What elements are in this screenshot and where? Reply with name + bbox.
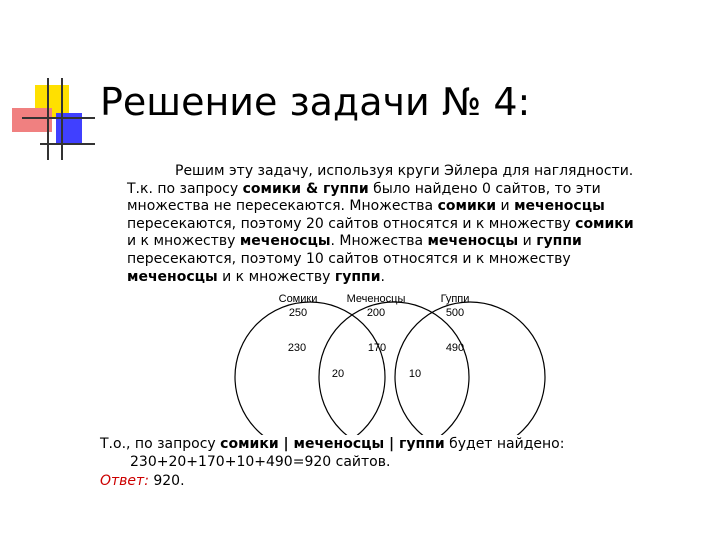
solution-paragraph — [127, 163, 707, 286]
para-line-7: меченосцы и к множеству гуппи. — [127, 268, 385, 285]
result-line-1: Т.о., по запросу сомики | меченосцы | гуппи будет найдено: — [100, 436, 565, 452]
value-guppi: 500 — [445, 307, 465, 319]
para-line-4: пересекаются, поэтому 20 сайтов относятся и к множеству сомики — [127, 215, 634, 232]
para-line-2: Т.к. по запросу сомики & гуппи было найдено 0 сайтов, то эти — [127, 180, 601, 197]
para-line-5: и к множеству меченосцы. Множества меченосцы и гуппи — [127, 233, 582, 250]
region-somiki-mechenostsy: 20 — [331, 368, 345, 380]
value-mechenostsy: 200 — [366, 307, 386, 319]
answer-label: Ответ: — [100, 473, 149, 489]
para-line-3: множества не пересекаются. Множества сомики и меченосцы — [127, 198, 605, 215]
answer-line — [100, 473, 185, 489]
circle-somiki — [235, 302, 385, 435]
para-line-6: пересекаются, поэтому 10 сайтов относятся и к множеству — [127, 250, 571, 267]
result-line-2: 230+20+170+10+490=920 сайтов. — [130, 454, 391, 470]
decorative-logo — [0, 0, 100, 170]
answer-value: 920. — [148, 473, 185, 489]
euler-diagram — [0, 285, 720, 435]
label-mechenostsy: Меченосцы — [346, 293, 406, 305]
para-line-1: Решим эту задачу, используя круги Эйлера для наглядности. — [175, 163, 634, 179]
region-only-somiki: 230 — [287, 342, 307, 354]
region-mechenostsy-guppi: 10 — [408, 368, 422, 380]
label-somiki: Сомики — [278, 293, 318, 305]
result-block — [100, 435, 710, 471]
slide-title: Решение задачи № 4: — [100, 80, 531, 124]
region-only-mechenostsy: 170 — [367, 342, 387, 354]
label-guppi: Гуппи — [440, 293, 470, 305]
value-somiki: 250 — [288, 307, 308, 319]
region-only-guppi: 490 — [445, 342, 465, 354]
